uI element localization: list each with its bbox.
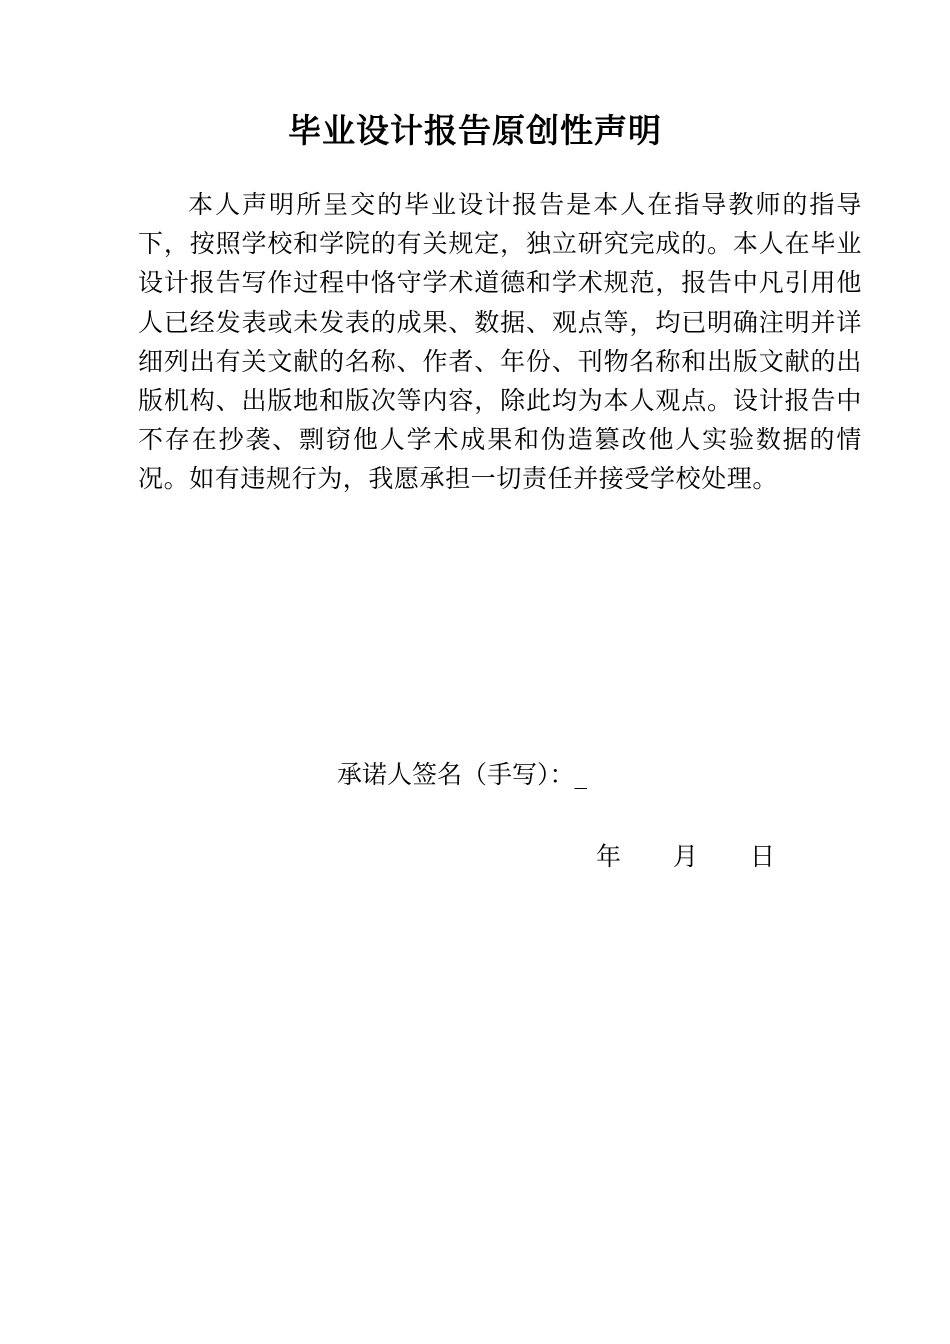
date-line bbox=[596, 840, 775, 874]
year-label: 年 bbox=[596, 842, 622, 871]
day-label: 日 bbox=[750, 842, 776, 871]
month-label: 月 bbox=[673, 842, 699, 871]
signature-label: 承诺人签名（手写）：_ bbox=[337, 760, 588, 789]
page-title: 毕业设计报告原创性声明 bbox=[288, 111, 662, 150]
declaration-paragraph: 本人声明所呈交的毕业设计报告是本人在指导教师的指导下，按照学校和学院的有关规定，独立研究完成的。本人在毕业设计报告写作过程中恪守学术道德和学术规范，报告中凡引用他人已经发表或未发表的成果、数据、观点等，均已明确注明并详细列出有关文献的名称、作者、年份、刊物名称和出版文献的出版机构、出版地和版次等内容，除此均为本人观点。设计报告中不存在抄袭、剽窃他人学术成果和伪造篡改他人实验数据的情况。如有违规行为，我愿承担一切责任并接受学校处理。 bbox=[138, 190, 862, 494]
